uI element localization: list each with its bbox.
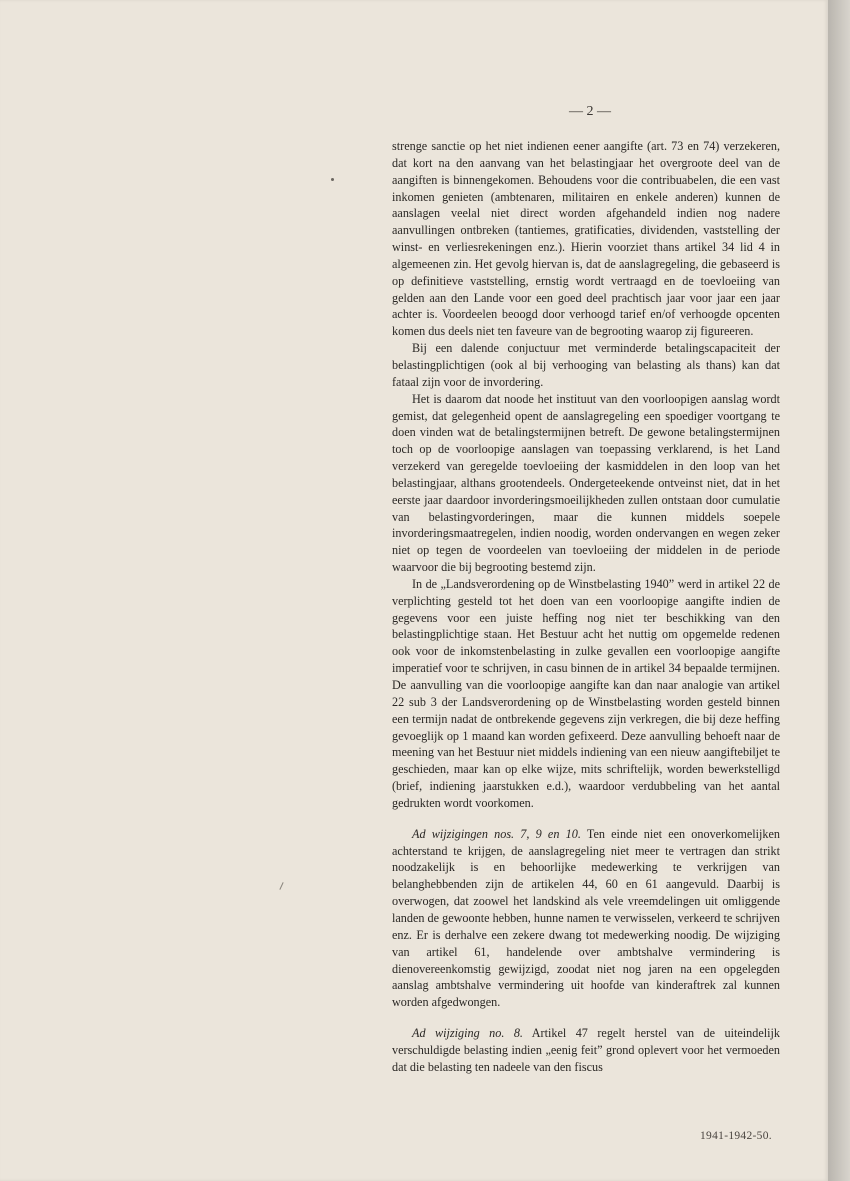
paragraph: In de „Landsverordening op de Winstbelasting 1940” werd in artikel 22 de verplichting gesteld tot het doen van een voorloopige aangifte indien de gegevens voor een juiste heffing nog niet ter beschikking van den belastingplichtige staan. Het Bestuur acht het nuttig om opgemelde redenen ook voor de inkomstenbelasting in zulke gevallen een voorloopige aangifte imperatief voor te schrijven, in casu binnen de in artikel 34 bepaalde termijnen. De aanvulling van die voorloopige aangifte kan dan naar analogie van artikel 22 sub 3 der Landsverordening op de Winstbelasting worden gesteld binnen een termijn nadat de ontbrekende gegevens zijn verkregen, die bij deze heffing gevoeglijk op 1 maand kan worden gefixeerd. Deze aanvulling behoeft naar de meening van het Bestuur niet middels indiening van een nieuw aangiftebiljet te geschieden, maar kan op elke wijze, mits schriftelijk, worden bewerkstelligd (brief, indiening jaarstukken e.d.), waardoor verdubbeling van het aantal gedrukten wordt voorkomen. — [392, 576, 780, 810]
page-edge — [828, 0, 850, 1181]
section-heading: Ad wijzigingen nos. 7, 9 en 10. — [412, 826, 581, 841]
section-text: Ten einde niet een onoverkomelijken achterstand te krijgen, de aanslagregeling niet meer te vertragen dan strikt noodzakelijk is en behoorlijke medewerking te verkrijgen van belanghebbenden zijn de artikelen 44, 60 en 61 aangevuld. Daarbij is overwogen, dat zoowel het landskind als vele vreemdelingen uit omliggende landen de gewoonte hebben, hunne namen te verwisselen, verkeerd te schrijven enz. Er is derhalve een zekere dwang tot medewerking noodig. De wijziging van artikel 61, handelende over ambtshalve vermindering is dienovereenkomstig gewijzigd, zoodat niet nog jaren na een opgelegden aanslag ambtshalve vermindering uit hoofde van kinderaftrek zal kunnen worden afgedwongen. — [392, 826, 780, 1010]
section-paragraph — [392, 826, 780, 1011]
section-heading: Ad wijziging no. 8. — [412, 1026, 523, 1041]
section-paragraph — [392, 1025, 780, 1076]
pencil-mark — [279, 882, 283, 890]
paragraph: Bij een dalende conjuctuur met verminderde betalingscapaciteit der belastingplichtigen (ook al bij verhooging van belasting als thans) kan dat fataal zijn voor de invordering. — [392, 341, 780, 389]
page-number: — 2 — — [569, 104, 611, 119]
section-text: Artikel 47 regelt herstel van de uiteindelijk verschuldigde belasting indien „eenig feit” grond oplevert voor het vermoeden dat die belasting ten nadeele van den fiscus — [392, 1026, 780, 1074]
paper-speck — [331, 178, 334, 181]
paragraph: strenge sanctie op het niet indienen eener aangifte (art. 73 en 74) verzekeren, dat kort na den aanvang van het belastingjaar het overgroote deel van de aangiften is binnengekomen. Behoudens voor die contribuabelen, die een vast inkomen genieten (ambtenaren, militairen en enkele anderen) kunnen de aanslagen veelal niet direct worden afgehandeld indien nog nadere aanvullingen ontbreken (tantiemes, gratificaties, dividenden, vaststelling der winst- en verliesrekeningen enz.). Hierin voorziet thans artikel 34 lid 4 in algemeenen zin. Het gevolg hiervan is, dat de aanslagregeling, die gebaseerd is op definitieve vaststelling, ernstig wordt vertraagd en de toevloeiing van gelden aan den Lande voor een goed deel prachtisch jaar voor jaar een jaar achter is. Voordeelen beoogd door verhoogd tarief en/of verhoogde opcenten komen dus deels niet ten faveure van de begrooting waarop zij figureeren. — [392, 139, 780, 339]
footer-code: 1941-1942-50. — [700, 1130, 772, 1142]
paragraph: Het is daarom dat noode het instituut van den voorloopigen aanslag wordt gemist, dat gelegenheid opent de aanslagregeling een spoediger voortgang te doen vinden wat de betalingstermijnen betreft. De gewone betalingstermijnen toch op de voorloopige aanslagen van toepassing verklarend, is het Land verzekerd van geregelde toevloeiing der kasmiddelen in den loop van het belastingjaar, althans grootendeels. Ondergeteekende ontveinst niet, dat in het eerste jaar daardoor invorderingsmoeilijkheden zullen ontstaan door cumulatie van belastingvorderingen, maar die kunnen middels soepele invorderingsmaatregelen, indien noodig, worden ondervangen en wegen zeker niet op tegen de voordeelen van toevloeiing der middelen in de periode waarvoor die bij begrooting bestemd zijn. — [392, 391, 780, 575]
body-text — [392, 138, 780, 1076]
